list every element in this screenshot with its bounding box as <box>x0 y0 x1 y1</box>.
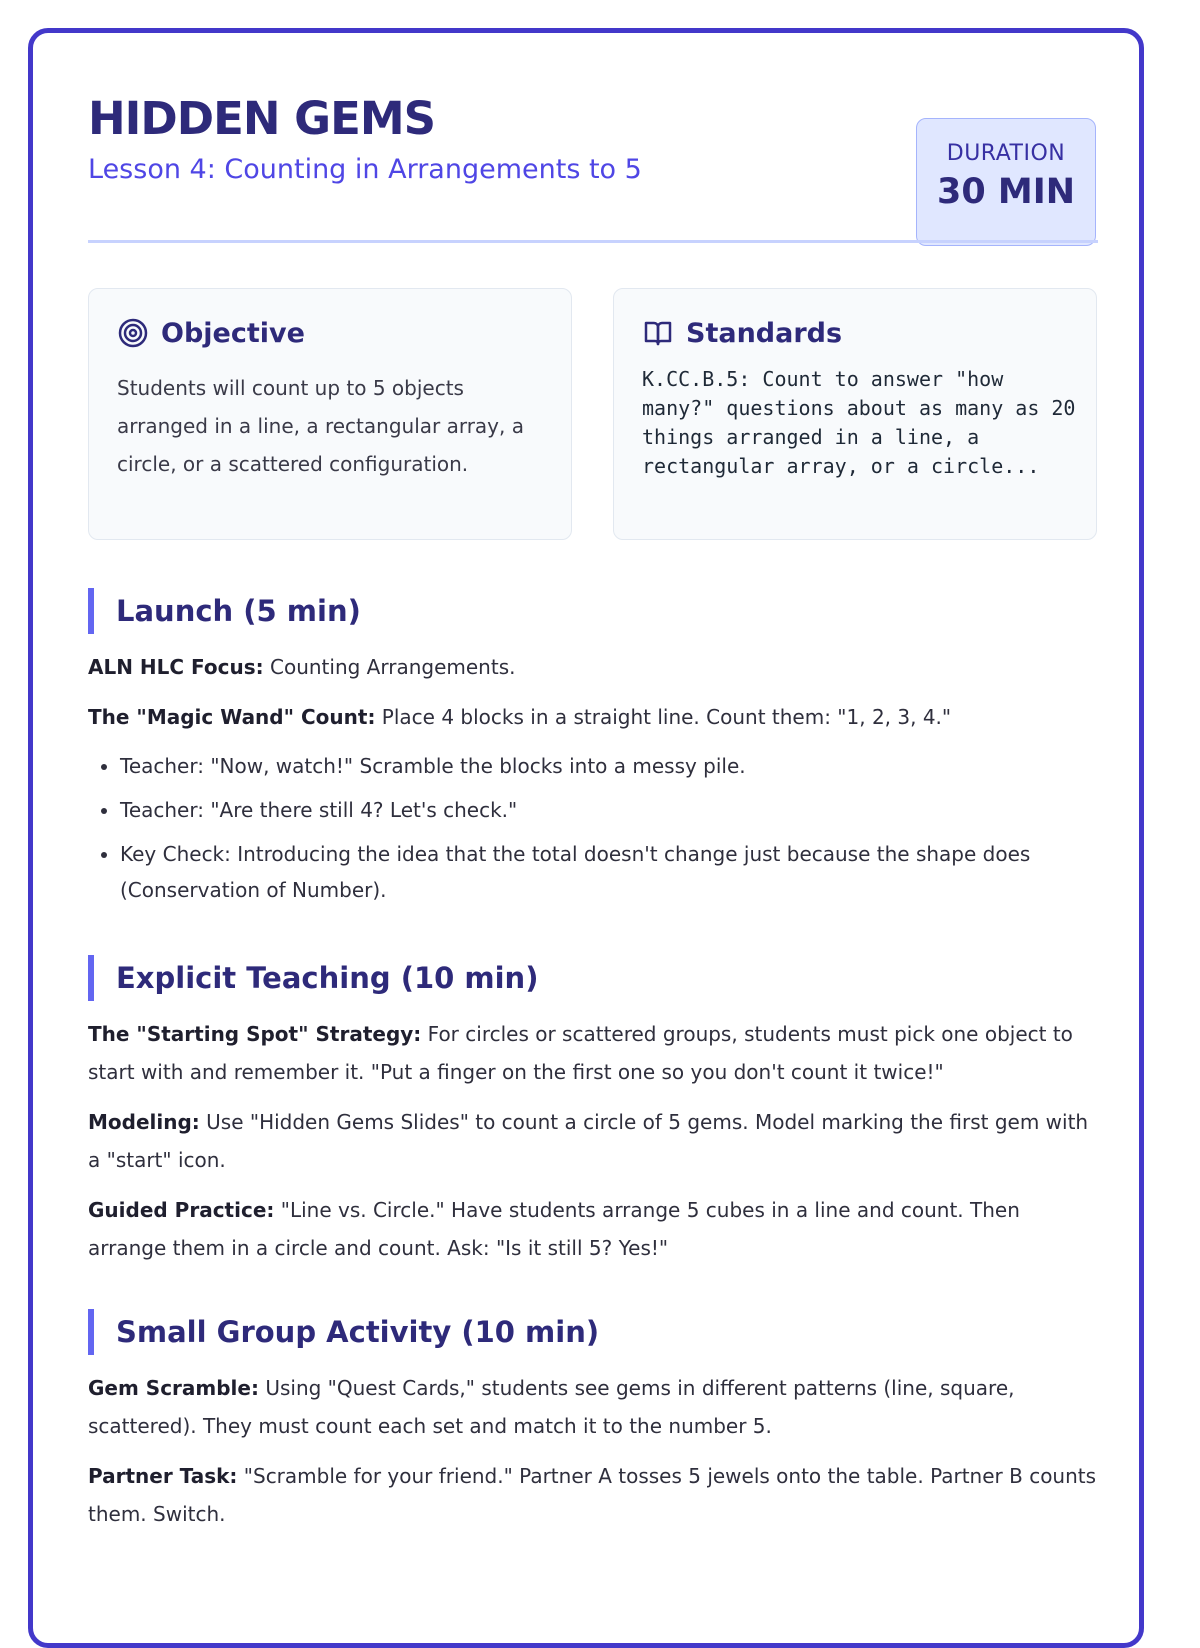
gem-scramble-paragraph <box>88 1369 1098 1445</box>
guided-practice-text: "Line vs. Circle." Have students arrange 5 cubes in a line and count. Then arrange them in a circle and count. Ask: "Is it still 5? Yes!" <box>88 1198 1020 1260</box>
guided-practice-label: Guided Practice: <box>88 1198 275 1222</box>
explicit-teaching-heading: Explicit Teaching (10 min) <box>88 955 1098 1001</box>
lesson-subtitle: Lesson 4: Counting in Arrangements to 5 <box>88 154 642 185</box>
partner-task-paragraph <box>88 1457 1098 1533</box>
gem-scramble-text: Using "Quest Cards," students see gems in different patterns (line, square, scattered). They must count each set and match it to the number 5. <box>88 1376 1015 1438</box>
header-divider <box>88 240 1098 243</box>
duration-value: 30 MIN <box>936 172 1076 212</box>
gem-scramble-label: Gem Scramble: <box>88 1376 259 1400</box>
lesson-title: HIDDEN GEMS <box>88 92 436 145</box>
standards-box <box>613 288 1097 540</box>
explicit-teaching-section <box>88 955 1098 1267</box>
starting-spot-text: For circles or scattered groups, students must pick one object to start with and remember it. "Put a finger on the first one so you don't count it twice!" <box>88 1022 1073 1084</box>
lesson-card <box>28 28 1144 1648</box>
book-icon <box>642 317 674 349</box>
launch-heading: Launch (5 min) <box>88 588 1098 634</box>
standards-title: Standards <box>686 317 843 349</box>
modeling-label: Modeling: <box>88 1110 200 1134</box>
objective-box <box>88 288 572 540</box>
small-group-section <box>88 1309 1098 1533</box>
launch-bullet-list <box>88 748 1098 908</box>
modeling-text: Use "Hidden Gems Slides" to count a circle of 5 gems. Model marking the first gem with a "start" icon. <box>88 1110 1089 1172</box>
launch-focus-text: Counting Arrangements. <box>263 655 516 679</box>
launch-section <box>88 588 1098 908</box>
objective-text: Students will count up to 5 objects arranged in a line, a rectangular array, a circle, or a scattered configuration. <box>117 376 524 476</box>
duration-badge <box>916 118 1096 246</box>
target-icon <box>117 317 149 349</box>
list-item: • Key Check: Introducing the idea that the total doesn't change just because the shape does (Conservation of Number). <box>120 836 1098 908</box>
modeling-paragraph <box>88 1103 1098 1179</box>
standards-text: K.CC.B.5: Count to answer "how many?" questions about as many as 20 things arranged in a line, a rectangular array, or a circle... <box>642 367 1076 478</box>
objective-title: Objective <box>161 317 305 349</box>
launch-focus-paragraph <box>88 648 1098 686</box>
starting-spot-paragraph <box>88 1015 1098 1091</box>
launch-magic-wand-label: The "Magic Wand" Count: <box>88 705 376 729</box>
guided-practice-paragraph <box>88 1191 1098 1267</box>
launch-magic-wand-text: Place 4 blocks in a straight line. Count them: "1, 2, 3, 4." <box>375 705 952 729</box>
duration-label: DURATION <box>946 141 1066 166</box>
list-item: • Teacher: "Now, watch!" Scramble the blocks into a messy pile. <box>120 748 1098 784</box>
small-group-heading: Small Group Activity (10 min) <box>88 1309 1098 1355</box>
partner-task-text: "Scramble for your friend." Partner A tosses 5 jewels onto the table. Partner B counts them. Switch. <box>88 1464 1097 1526</box>
list-item: • Teacher: "Are there still 4? Let's check." <box>120 792 1098 828</box>
starting-spot-label: The "Starting Spot" Strategy: <box>88 1022 422 1046</box>
partner-task-label: Partner Task: <box>88 1464 238 1488</box>
launch-focus-label: ALN HLC Focus: <box>88 655 264 679</box>
launch-magic-wand-paragraph <box>88 698 1098 736</box>
